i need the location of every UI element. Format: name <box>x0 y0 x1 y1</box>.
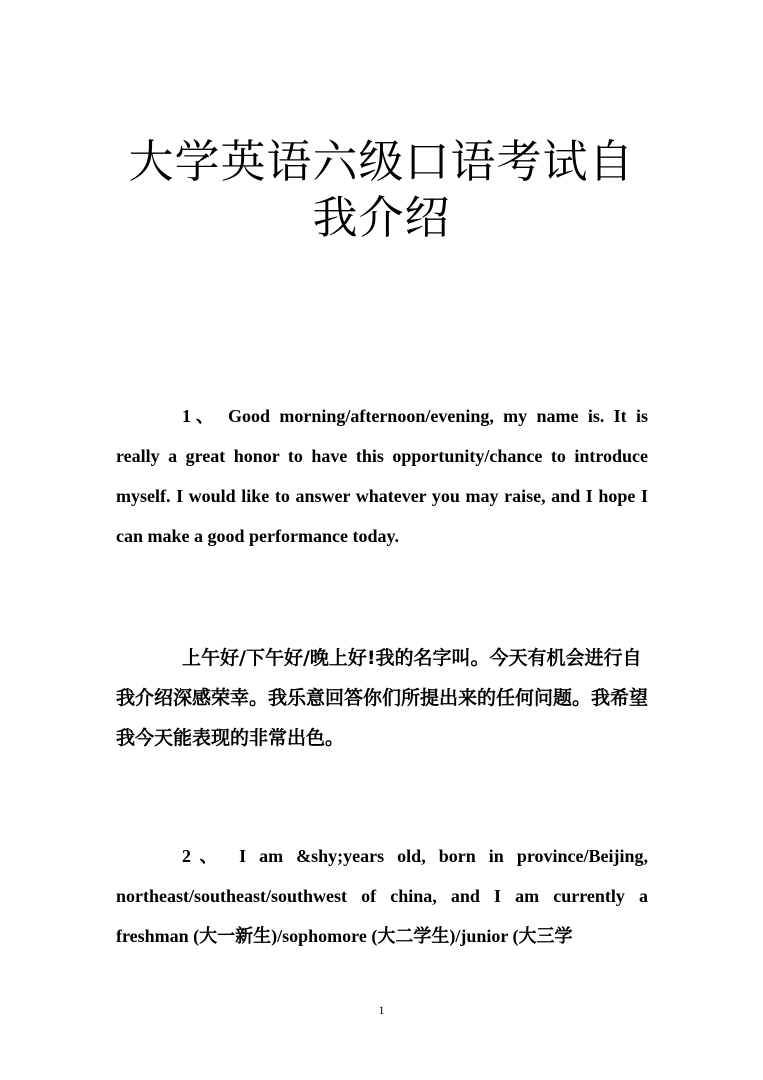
paragraph-1-english: 1、 Good morning/afternoon/evening, my name is. It is really a great honor to have this opportunity/chance to introduce myself. I would like to answer whatever you may raise, and I hope I can make a good performance today. <box>116 406 648 546</box>
paragraph-1-chinese: 上午好/下午好/晚上好!我的名字叫。今天有机会进行自我介绍深感荣幸。我乐意回答你们所提出来的任何问题。我希望我今天能表现的非常出色。 <box>116 647 649 749</box>
paragraph-2-english: 2、 I am &shy;years old, born in province/Beijing, northeast/southeast/southwest of china, and I am currently a freshman (大一新生)/sophomore (大二学生)/junior (大三学 <box>116 846 648 946</box>
page-number: 1 <box>378 1003 385 1017</box>
document-title: 大学英语六级口语考试自我介绍 <box>128 135 635 244</box>
